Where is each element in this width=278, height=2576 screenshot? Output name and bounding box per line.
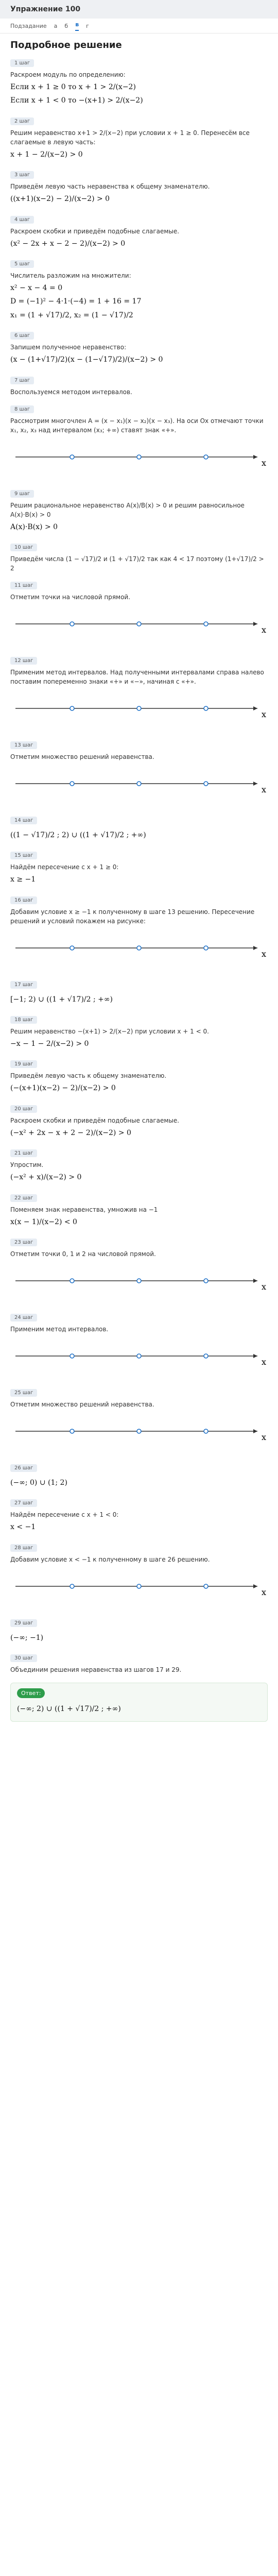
axis-arrow	[253, 946, 257, 950]
axis-arrow	[253, 1354, 257, 1358]
step-label: 15 шаг	[10, 852, 37, 859]
solution-step	[0, 112, 278, 165]
number-line-point	[137, 622, 141, 626]
step-text: Упростим.	[10, 1161, 44, 1169]
step-label: 1 шаг	[10, 59, 34, 67]
solution-step	[0, 1308, 278, 1383]
step-formula: −x − 1 − 2/(x−2) > 0	[10, 1040, 89, 1048]
solution-step	[0, 371, 278, 400]
axis-arrow	[253, 1429, 257, 1433]
solution-step	[0, 538, 278, 576]
step-label: 28 шаг	[10, 1544, 37, 1552]
step-text: Раскроем скобки и приведём подобные слагаемые.	[10, 1116, 180, 1124]
step-formula: x₁ = (1 + √17)/2, x₂ = (1 − √17)/2	[10, 311, 133, 319]
solution-step	[0, 1144, 278, 1188]
number-line-point	[137, 1279, 141, 1283]
number-line	[10, 1263, 268, 1299]
solution-step	[0, 846, 278, 890]
number-line-point	[70, 622, 74, 626]
axis-x-label: x	[262, 1282, 267, 1292]
step-formula: ((x+1)(x−2) − 2)/(x−2) > 0	[10, 195, 110, 204]
number-line-point	[204, 455, 208, 459]
step-label: 16 шаг	[10, 896, 37, 904]
step-text: Решим неравенство −(x+1) > 2/(x−2) при условии x + 1 < 0.	[10, 1028, 209, 1036]
step-label: 22 шаг	[10, 1194, 37, 1202]
number-line-point	[137, 1584, 141, 1588]
step-text: Объединим решения неравенства из шагов 17 и 29.	[10, 1666, 182, 1674]
step-text: Отметим точки 0, 1 и 2 на числовой прямой.	[10, 1250, 156, 1258]
solution-step	[0, 1383, 278, 1459]
solution-step	[0, 736, 278, 811]
solution-step	[0, 975, 278, 1010]
number-line-point	[204, 1429, 208, 1433]
axis-x-label: x	[262, 1357, 267, 1367]
step-formula: x < −1	[10, 1523, 36, 1532]
step-label: 25 шаг	[10, 1389, 37, 1397]
solution-step	[0, 651, 278, 736]
step-formula: x(x − 1)/(x−2) < 0	[10, 1217, 77, 1226]
step-text: Найдём пересечение с x + 1 < 0:	[10, 1511, 119, 1519]
number-line-point	[70, 1354, 74, 1358]
step-label: 3 шаг	[10, 171, 34, 179]
number-line	[10, 606, 268, 642]
tab-b[interactable]: б	[64, 22, 68, 29]
axis-arrow	[253, 622, 257, 626]
step-formula: x² − x − 4 = 0	[10, 283, 63, 292]
step-text: Найдём пересечение с x + 1 ≥ 0:	[10, 863, 119, 871]
step-label: 23 шаг	[10, 1239, 37, 1246]
step-label: 8 шаг	[10, 405, 34, 413]
number-line-point	[70, 1429, 74, 1433]
solution-step	[0, 1010, 278, 1055]
step-text: Добавим условие x ≥ −1 к полученному в шаге 13 решению. Пересечение решений и условий покажем на рисунке:	[10, 908, 255, 925]
answer-block	[0, 1677, 278, 1726]
step-label: 29 шаг	[10, 1619, 37, 1627]
answer-box	[10, 1683, 268, 1721]
step-label: 24 шаг	[10, 1314, 37, 1321]
step-formula: (x² − 2x + x − 2 − 2)/(x−2) > 0	[10, 239, 126, 248]
solution-step	[0, 165, 278, 210]
step-formula: x ≥ −1	[10, 875, 36, 884]
step-text: Рассмотрим многочлен A = (x − x₁)(x − x₂)(x − x₃). На оси Ox отмечают точки x₁, x₂, x₃ над интервалом (x₃; +∞) ставят знак «+».	[10, 417, 264, 434]
tab-g[interactable]: г	[86, 22, 89, 29]
solution-step	[0, 255, 278, 326]
number-line	[10, 1568, 268, 1604]
step-label: 9 шаг	[10, 490, 34, 498]
step-label: 2 шаг	[10, 117, 34, 125]
step-formula: (−x² + 2x − x + 2 − 2)/(x−2) > 0	[10, 1128, 131, 1137]
step-label: 13 шаг	[10, 741, 37, 749]
number-line	[10, 690, 268, 726]
step-label: 30 шаг	[10, 1654, 37, 1662]
step-text: Применим метод интервалов.	[10, 1326, 109, 1333]
number-line-point	[70, 706, 74, 710]
step-text: Раскроем скобки и приведём подобные слагаемые.	[10, 227, 180, 235]
step-text: Отметим множество решений неравенства.	[10, 1401, 154, 1409]
step-formula: ((1 − √17)/2 ; 2) ∪ ((1 + √17)/2 ; +∞)	[10, 831, 146, 839]
number-line	[10, 1338, 268, 1374]
step-text: Поменяем знак неравенства, умножив на −1	[10, 1206, 158, 1213]
steps-list	[0, 54, 278, 1677]
solution-step	[0, 1189, 278, 1233]
step-formula: [−1; 2) ∪ ((1 + √17)/2 ; +∞)	[10, 995, 113, 1004]
step-text: Применим метод интервалов. Над полученными интервалами справа налево поставим попеременно знаки «+» и «−», начиная с «+».	[10, 668, 264, 685]
solution-step	[0, 1055, 278, 1099]
step-formula: (x − (1+√17)/2)(x − (1−√17)/2)/(x−2) > 0	[10, 355, 163, 364]
solution-step	[0, 484, 278, 538]
axis-x-label: x	[262, 1432, 267, 1443]
number-line-point	[70, 455, 74, 459]
solution-step	[0, 891, 278, 975]
solution-step	[0, 576, 278, 651]
number-line-point	[137, 455, 141, 459]
number-line	[10, 766, 268, 802]
axis-arrow	[253, 706, 257, 710]
number-line	[10, 930, 268, 966]
step-text: Запишем полученное неравенство:	[10, 344, 127, 351]
number-line-point	[204, 1279, 208, 1283]
axis-arrow	[253, 1279, 257, 1283]
number-line-point	[137, 706, 141, 710]
solution-step	[0, 326, 278, 370]
axis-x-label: x	[262, 1587, 267, 1597]
step-formula: (−∞; 0) ∪ (1; 2)	[10, 1479, 67, 1487]
step-formula: D = (−1)² − 4·1·(−4) = 1 + 16 = 17	[10, 297, 142, 306]
tab-v[interactable]: в	[75, 21, 79, 31]
number-line-point	[204, 782, 208, 786]
solution-step	[0, 1099, 278, 1144]
tab-a[interactable]: а	[54, 22, 58, 29]
number-line-point	[137, 782, 141, 786]
step-label: 21 шаг	[10, 1149, 37, 1157]
solution-step	[0, 1614, 278, 1649]
step-text: Решим рациональное неравенство A(x)/B(x) > 0 и решим равносильное A(x)·B(x) > 0	[10, 501, 245, 518]
number-line	[10, 1413, 268, 1449]
number-line-point	[70, 1279, 74, 1283]
subtask-tabs	[0, 19, 278, 33]
axis-x-label: x	[262, 624, 267, 635]
step-text: Числитель разложим на множители:	[10, 272, 131, 279]
tab-subtask-label: Подзадание	[10, 22, 47, 29]
solution-step	[0, 1459, 278, 1494]
number-line	[10, 439, 268, 475]
step-label: 5 шаг	[10, 260, 34, 268]
step-formula: x + 1 − 2/(x−2) > 0	[10, 150, 83, 159]
answer-formula: (−∞; 2) ∪ ((1 + √17)/2 ; +∞)	[17, 1705, 121, 1714]
number-line-point	[70, 946, 74, 950]
number-line-point	[70, 782, 74, 786]
answer-label: Ответ:	[17, 1688, 45, 1698]
step-text: Решим неравенство x+1 > 2/(x−2) при условии x + 1 ≥ 0. Перенесём все слагаемые в левую часть:	[10, 129, 250, 146]
step-label: 7 шаг	[10, 377, 34, 384]
axis-x-label: x	[262, 784, 267, 794]
solution-step	[0, 1233, 278, 1308]
solution-step	[0, 1494, 278, 1538]
step-label: 6 шаг	[10, 332, 34, 340]
step-text: Раскроем модуль по определению:	[10, 71, 126, 78]
number-line-point	[204, 1354, 208, 1358]
step-label: 27 шаг	[10, 1499, 37, 1507]
number-line-point	[137, 1354, 141, 1358]
step-text: Добавим условие x < −1 к полученному в шаге 26 решению.	[10, 1555, 210, 1563]
step-text: Отметим множество решений неравенства.	[10, 753, 154, 760]
solution-step	[0, 811, 278, 846]
step-label: 14 шаг	[10, 817, 37, 824]
step-formula: (−(x+1)(x−2) − 2)/(x−2) > 0	[10, 1084, 116, 1093]
axis-arrow	[253, 1584, 257, 1588]
axis-arrow	[253, 782, 257, 786]
step-label: 26 шаг	[10, 1464, 37, 1472]
step-label: 10 шаг	[10, 544, 37, 551]
step-label: 18 шаг	[10, 1016, 37, 1024]
solution-step	[0, 1538, 278, 1614]
step-label: 4 шаг	[10, 216, 34, 224]
axis-x-label: x	[262, 948, 267, 959]
step-label: 20 шаг	[10, 1105, 37, 1113]
number-line-point	[204, 1584, 208, 1588]
step-formula: Если x + 1 ≥ 0 то x + 1 > 2/(x−2)	[10, 83, 136, 91]
step-text: Приведём числа (1 − √17)/2 и (1 + √17)/2 так как 4 < 17 поэтому (1+√17)/2 > 2	[10, 555, 264, 572]
step-text: Воспользуемся методом интервалов.	[10, 388, 132, 396]
step-text: Приведём левую часть неравенства к общему знаменателю.	[10, 183, 210, 191]
number-line-point	[204, 706, 208, 710]
number-line-point	[204, 946, 208, 950]
axis-x-label: x	[262, 709, 267, 719]
step-label: 19 шаг	[10, 1060, 37, 1068]
axis-arrow	[253, 455, 257, 459]
step-formula: (−∞; −1)	[10, 1633, 44, 1642]
exercise-title	[0, 0, 278, 19]
number-line-point	[137, 946, 141, 950]
solution-step	[0, 1649, 278, 1677]
solution-step	[0, 210, 278, 255]
number-line-point	[137, 1429, 141, 1433]
exercise-title-text: Упражнение 100	[10, 5, 81, 13]
step-formula: Если x + 1 < 0 то −(x+1) > 2/(x−2)	[10, 96, 143, 105]
step-label: 12 шаг	[10, 657, 37, 665]
step-label: 11 шаг	[10, 582, 37, 589]
section-title: Подробное решение	[10, 40, 122, 50]
number-line-point	[70, 1584, 74, 1588]
step-text: Приведём левую часть к общему знаменателю.	[10, 1072, 167, 1080]
number-line-point	[204, 622, 208, 626]
solution-step	[0, 400, 278, 484]
step-formula: (−x² + x)/(x−2) > 0	[10, 1173, 82, 1182]
solution-step	[0, 54, 278, 112]
step-label: 17 шаг	[10, 981, 37, 989]
axis-x-label: x	[262, 457, 267, 468]
step-formula: A(x)·B(x) > 0	[10, 522, 58, 531]
step-text: Отметим точки на числовой прямой.	[10, 593, 131, 601]
